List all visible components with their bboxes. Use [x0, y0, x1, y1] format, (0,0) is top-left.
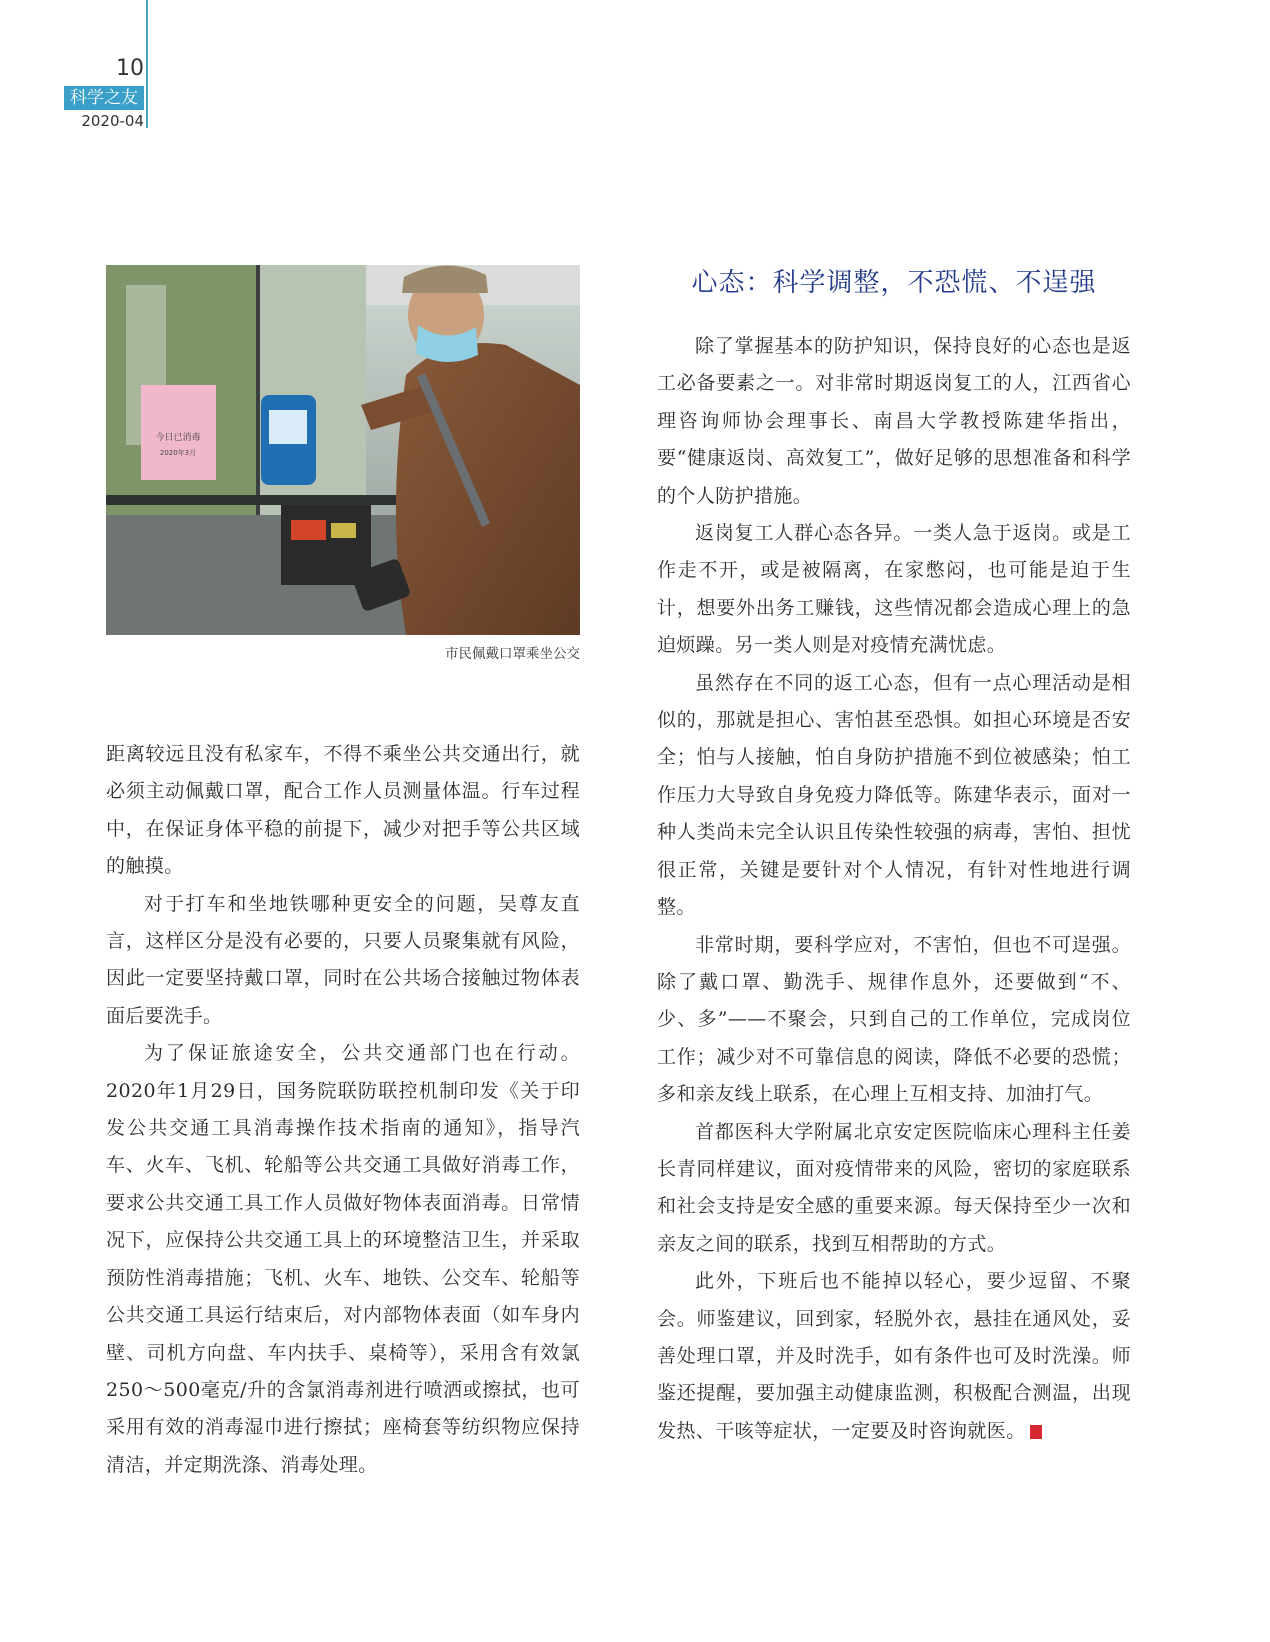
page-number: 10 [116, 56, 144, 81]
magazine-name: 科学之友 [64, 86, 144, 110]
left-paragraph-3: 为了保证旅途安全，公共交通部门也在行动。2020年1月29日，国务院联防联控机制印发《关于印发公共交通工具消毒操作技术指南的通知》，指导汽车、火车、飞机、轮船等公共交通工具做好消毒工作，要求公共交通工具工作人员做好物体表面消毒。日常情况下，应保持公共交通工具上的环境整洁卫生，并采取预防性消毒措施；飞机、火车、地铁、公交车、轮船等公共交通工具运行结束后，对内部物体表面（如车身内壁、司机方向盘、车内扶手、桌椅等），采用含有效氯250～500毫克/升的含氯消毒剂进行喷洒或擦拭，也可采用有效的消毒湿巾进行擦拭；座椅套等纺织物应保持清洁，并定期洗涤、消毒处理。 [106, 1042, 580, 1476]
left-paragraph-1: 距离较远且没有私家车，不得不乘坐公共交通出行，就必须主动佩戴口罩，配合工作人员测量体温。行车过程中，在保证身体平稳的前提下，减少对把手等公共区域的触摸。 [106, 743, 580, 878]
right-paragraph-1: 除了掌握基本的防护知识，保持良好的心态也是返工必备要素之一。对非常时期返岗复工的人，江西省心理咨询师协会理事长、南昌大学教授陈建华指出，要“健康返岗、高效复工”，做好足够的思想准备和科学的个人防护措施。 [657, 335, 1131, 507]
end-mark-icon: S [1030, 1425, 1042, 1439]
issue-date: 2020-04 [81, 112, 144, 130]
right-paragraph-6-text: 此外，下班后也不能掉以轻心，要少逗留、不聚会。师鉴建议，回到家，轻脱外衣，悬挂在通风处，妥善处理口罩，并及时洗手，如有条件也可及时洗澡。师鉴还提醒，要加强主动健康监测，积极配合测温，出现发热、干咳等症状，一定要及时咨询就医。 [657, 1270, 1131, 1442]
right-paragraph-5: 首都医科大学附属北京安定医院临床心理科主任姜长青同样建议，面对疫情带来的风险，密切的家庭联系和社会支持是安全感的重要来源。每天保持至少一次和亲友之间的联系，找到互相帮助的方式。 [657, 1120, 1131, 1255]
section-heading: 心态：科学调整，不恐慌、不逞强 [691, 268, 1097, 298]
right-paragraph-4: 非常时期，要科学应对，不害怕，但也不可逞强。除了戴口罩、勤洗手、规律作息外，还要做到“不、少、多”——不聚会，只到自己的工作单位，完成岗位工作；减少对不可靠信息的阅读，降低不必要的恐慌；多和亲友线上联系，在心理上互相支持、加油打气。 [657, 933, 1131, 1106]
right-column [657, 328, 1131, 1450]
right-paragraph-2: 返岗复工人群心态各异。一类人急于返岗。或是工作走不开，或是被隔离，在家憋闷，也可能是迫于生计，想要外出务工赚钱，这些情况都会造成心理上的急迫烦躁。另一类人则是对疫情充满忧虑。 [657, 522, 1131, 657]
right-paragraph-6 [657, 1263, 1131, 1450]
right-paragraph-3: 虽然存在不同的返工心态，但有一点心理活动是相似的，那就是担心、害怕甚至恐惧。如担心环境是否安全；怕与人接触，怕自身防护措施不到位被感染；怕工作压力大导致自身免疫力降低等。陈建华表示，面对一种人类尚未完全认识且传染性较强的病毒，害怕、担忧很正常，关键是要针对个人情况，有针对性地进行调整。 [657, 671, 1131, 919]
bus-photo [106, 265, 580, 635]
photo-caption: 市民佩戴口罩乘坐公交 [445, 646, 580, 662]
header-rule [146, 0, 148, 128]
sign-text-2: 2020年3月 [159, 449, 197, 457]
left-column [106, 736, 580, 1484]
left-paragraph-2: 对于打车和坐地铁哪种更安全的问题，吴尊友直言，这样区分是没有必要的，只要人员聚集就有风险，因此一定要坚持戴口罩，同时在公共场合接触过物体表面后要洗手。 [106, 892, 580, 1027]
sign-text-1: 今日已消毒 [155, 433, 201, 443]
